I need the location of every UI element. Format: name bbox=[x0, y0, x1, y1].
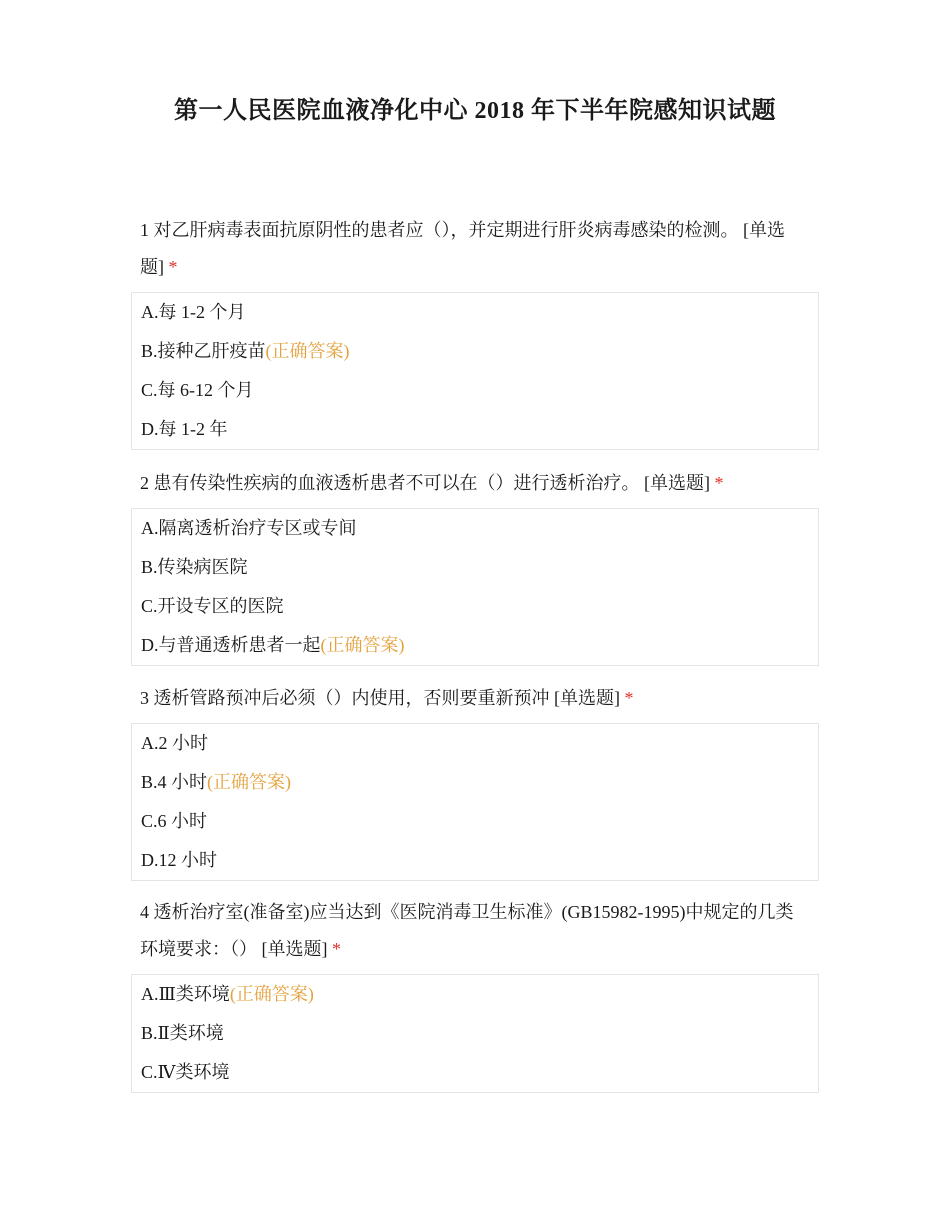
question-1 bbox=[131, 212, 819, 450]
option-text: C.开设专区的医院 bbox=[141, 596, 284, 616]
question-text bbox=[131, 212, 819, 286]
options-box bbox=[131, 723, 819, 881]
question-label: 3 透析管路预冲后必须（）内使用，否则要重新预冲 [单选题] bbox=[140, 688, 620, 708]
required-mark: * bbox=[624, 688, 634, 708]
question-text bbox=[131, 465, 819, 502]
option-text: A.Ⅲ类环境 bbox=[141, 984, 230, 1004]
option-item bbox=[132, 975, 818, 1014]
required-mark: * bbox=[714, 473, 724, 493]
option-item bbox=[132, 293, 818, 332]
option-item bbox=[132, 371, 818, 410]
option-text: B.传染病医院 bbox=[141, 557, 248, 577]
option-text: B.接种乙肝疫苗 bbox=[141, 341, 266, 361]
option-text: A.每 1-2 个月 bbox=[141, 302, 246, 322]
question-text bbox=[131, 894, 819, 968]
question-3 bbox=[131, 680, 819, 881]
option-item bbox=[132, 763, 818, 802]
option-item bbox=[132, 1014, 818, 1053]
option-item bbox=[132, 509, 818, 548]
required-mark: * bbox=[168, 257, 178, 277]
option-item bbox=[132, 332, 818, 371]
correct-answer-label: (正确答案) bbox=[265, 341, 350, 361]
option-item bbox=[132, 841, 818, 880]
question-text bbox=[131, 680, 819, 717]
question-label: 4 透析治疗室(准备室)应当达到《医院消毒卫生标准》(GB15982-1995)中规定的几类环境要求：（） [单选题] bbox=[140, 902, 794, 959]
option-item bbox=[132, 626, 818, 665]
correct-answer-label: (正确答案) bbox=[229, 984, 314, 1004]
required-mark: * bbox=[332, 939, 341, 959]
option-text: C.每 6-12 个月 bbox=[141, 380, 254, 400]
option-item bbox=[132, 724, 818, 763]
question-2 bbox=[131, 465, 819, 666]
question-label: 2 患有传染性疾病的血液透析患者不可以在（）进行透析治疗。 [单选题] bbox=[140, 473, 710, 493]
question-label: 1 对乙肝病毒表面抗原阴性的患者应（），并定期进行肝炎病毒感染的检测。 [单选题] bbox=[140, 220, 785, 277]
option-text: B.Ⅱ类环境 bbox=[141, 1023, 224, 1043]
option-item bbox=[132, 410, 818, 449]
page-title: 第一人民医院血液净化中心 2018 年下半年院感知识试题 bbox=[174, 98, 776, 124]
option-item bbox=[132, 1053, 818, 1092]
correct-answer-label: (正确答案) bbox=[320, 635, 405, 655]
options-box bbox=[131, 508, 819, 666]
option-text: C.Ⅳ类环境 bbox=[141, 1062, 230, 1082]
options-box bbox=[131, 292, 819, 450]
correct-answer-label: (正确答案) bbox=[207, 772, 292, 792]
option-text: D.与普通透析患者一起 bbox=[141, 635, 321, 655]
option-text: A.隔离透析治疗专区或专间 bbox=[141, 518, 357, 538]
question-4 bbox=[131, 894, 819, 1093]
option-text: B.4 小时 bbox=[141, 772, 208, 792]
option-text: D.12 小时 bbox=[141, 850, 217, 870]
option-text: A.2 小时 bbox=[141, 733, 208, 753]
options-box bbox=[131, 974, 819, 1093]
option-item bbox=[132, 802, 818, 841]
option-item bbox=[132, 548, 818, 587]
option-text: C.6 小时 bbox=[141, 811, 208, 831]
option-item bbox=[132, 587, 818, 626]
option-text: D.每 1-2 年 bbox=[141, 419, 228, 439]
